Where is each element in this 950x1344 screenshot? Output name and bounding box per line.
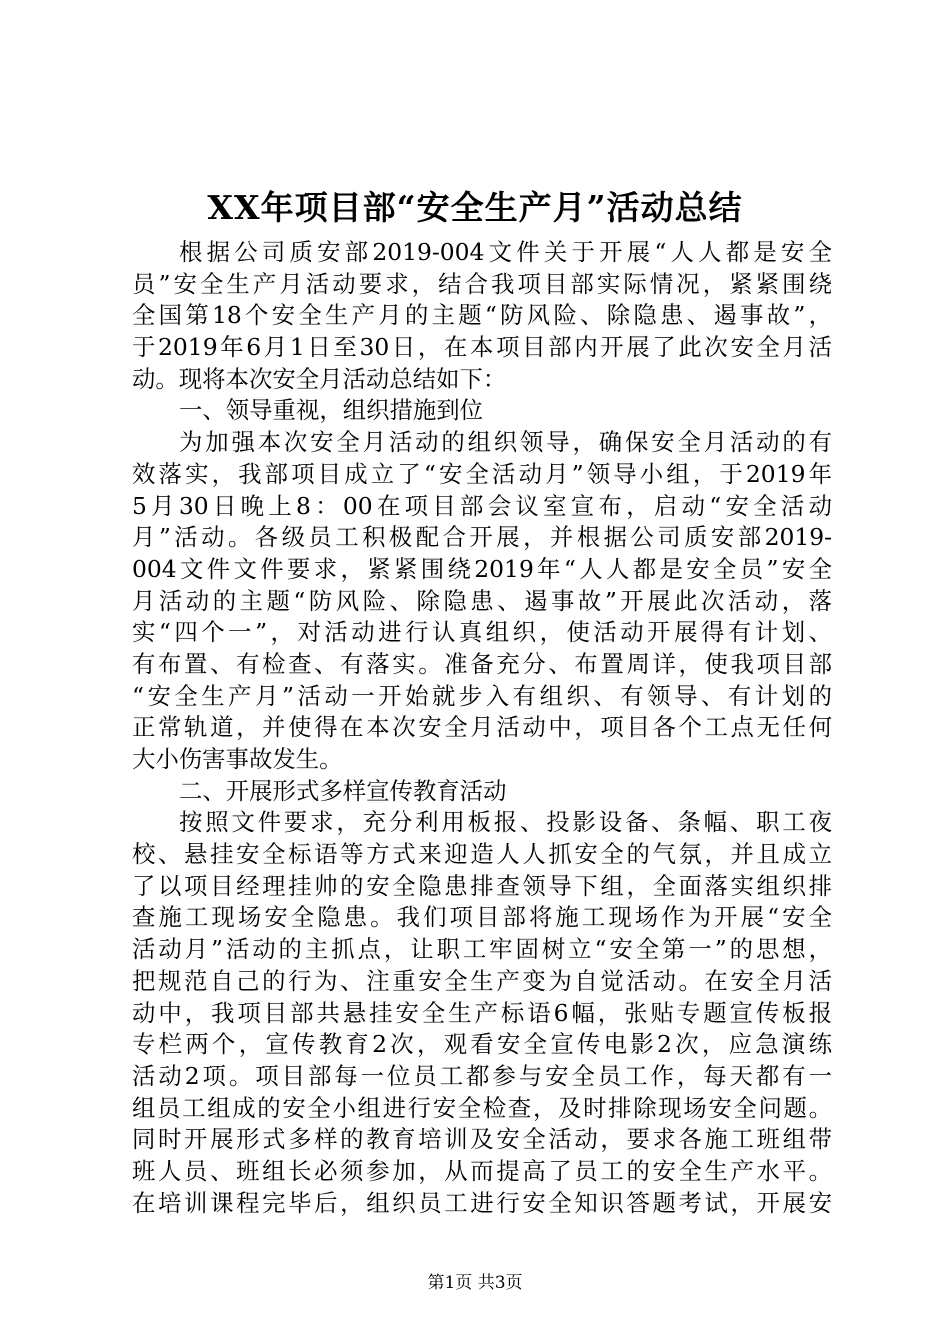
text-line: 员”安全生产月活动要求，结合我项目部实际情况，紧紧围绕	[132, 269, 832, 298]
text-line: 把规范自己的行为、注重安全生产变为自觉活动。在安全月活	[132, 966, 832, 995]
text-line: 有布置、有检查、有落实。准备充分、布置周详，使我项目部	[132, 649, 832, 678]
text-line: 效落实，我部项目成立了“安全活动月”领导小组，于2019年	[132, 459, 832, 488]
text-line: 大小伤害事故发生。	[132, 745, 343, 773]
text-line: 活动2项。项目部每一位员工都参与安全员工作，每天都有一	[132, 1061, 832, 1090]
text-line: 为加强本次安全月活动的组织领导，确保安全月活动的有	[179, 428, 832, 457]
document-body	[132, 237, 832, 1219]
text-line: 按照文件要求，充分利用板报、投影设备、条幅、职工夜	[179, 808, 832, 837]
text-line: 于2019年6月1日至30日，在本项目部内开展了此次安全月活	[132, 333, 832, 362]
text-line: 同时开展形式多样的教育培训及安全活动，要求各施工班组带	[132, 1125, 832, 1154]
text-line: 在培训课程完毕后，组织员工进行安全知识答题考试，开展安	[132, 1188, 832, 1217]
section-heading-2: 二、开展形式多样宣传教育活动	[179, 776, 507, 805]
text-line: 根据公司质安部2019-004文件关于开展“人人都是安全	[179, 238, 832, 266]
text-line: 动中，我项目部共悬挂安全生产标语6幅，张贴专题宣传板报	[132, 998, 832, 1027]
text-line: 正常轨道，并使得在本次安全月活动中，项目各个工点无任何	[132, 713, 832, 742]
page-footer: 第1页 共3页	[427, 1273, 523, 1293]
text-line: 动。现将本次安全月活动总结如下：	[132, 364, 507, 393]
text-line: 004文件文件要求，紧紧围绕2019年“人人都是安全员”安全	[132, 554, 832, 583]
text-line: 全国第18个安全生产月的主题“防风险、除隐患、遏事故”，	[132, 301, 832, 330]
text-line: 5月30日晚上8：00在项目部会议室宣布，启动“安全活动	[132, 491, 832, 520]
section-heading-1: 一、领导重视，组织措施到位	[179, 396, 484, 425]
text-line: 活动月”活动的主抓点，让职工牢固树立“安全第一”的思想，	[132, 935, 832, 964]
text-line: “安全生产月”活动一开始就步入有组织、有领导、有计划的	[132, 681, 832, 710]
text-line: 校、悬挂安全标语等方式来迎造人人抓安全的气氛，并且成立	[132, 840, 832, 869]
text-line: 班人员、班组长必须参加，从而提高了员工的安全生产水平。	[132, 1156, 832, 1185]
text-line: 查施工现场安全隐患。我们项目部将施工现场作为开展“安全	[132, 903, 832, 932]
document-title: XX年项目部“安全生产月”活动总结	[207, 188, 743, 227]
text-line: 组员工组成的安全小组进行安全检查，及时排除现场安全问题。	[132, 1093, 832, 1122]
text-line: 月”活动。各级员工积极配合开展，并根据公司质安部2019-	[132, 523, 832, 552]
text-line: 实“四个一”，对活动进行认真组织，使活动开展得有计划、	[132, 618, 832, 647]
text-line: 了以项目经理挂帅的安全隐患排查领导下组，全面落实组织排	[132, 871, 832, 900]
text-line: 专栏两个，宣传教育2次，观看安全宣传电影2次，应急演练	[132, 1030, 832, 1059]
text-line: 月活动的主题“防风险、除隐患、遏事故”开展此次活动，落	[132, 586, 832, 615]
